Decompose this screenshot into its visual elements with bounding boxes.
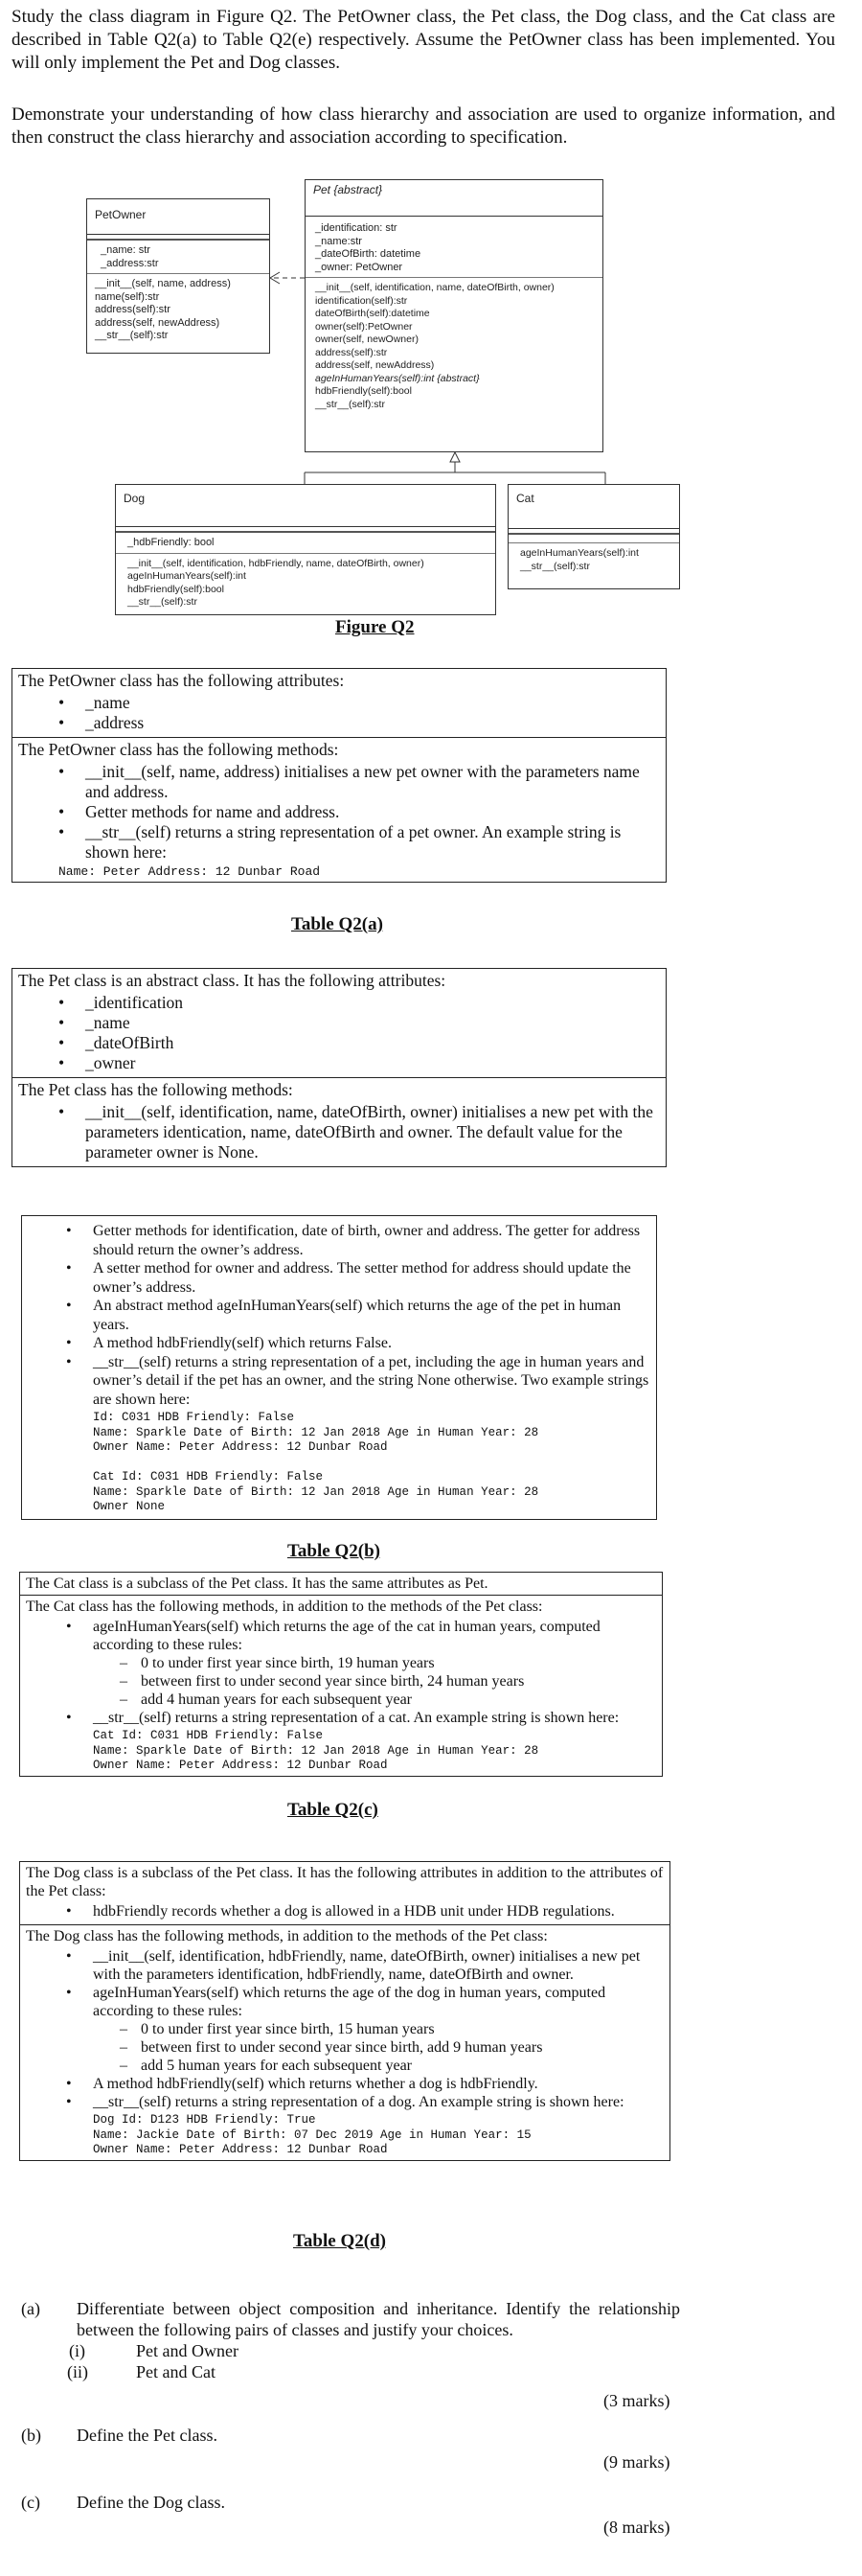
- list-item: • __init__(self, identification, hdbFriendly, name, dateOfBirth, owner) initialises a new pet with the parameters identification, hdbFriendly, name, dateOfBirth and owner.: [93, 1947, 664, 1984]
- list-item: [93, 1984, 664, 2075]
- dog-method: ageInHumanYears(self):int: [127, 570, 246, 582]
- cat-method: __str__(self):str: [520, 560, 590, 572]
- list-item: • An abstract method ageInHumanYears(self) which returns the age of the pet in human years.: [93, 1297, 650, 1334]
- table-q2a: [11, 668, 667, 883]
- table-q2b-attr-intro: The Pet class is an abstract class. It has the following attributes:: [18, 971, 446, 990]
- table-q2d-intro: The Dog class is a subclass of the Pet class. It has the following attributes in addition to the attributes of the Pet class:: [26, 1865, 664, 1899]
- table-q2d-meth-intro: The Dog class has the following methods, in addition to the methods of the Pet class:: [26, 1928, 548, 1944]
- pet-attr: _identification: str: [315, 222, 397, 234]
- pet-method: identification(self):str: [315, 294, 408, 307]
- pet-attributes: [306, 217, 602, 278]
- table-q2b-methods: [12, 1078, 666, 1166]
- list-item: • __init__(self, identification, name, dateOfBirth, owner) initialises a new pet with the parameters identication, name, dateOfBirth and owner. The default value for the parameter owner is None.: [85, 1102, 660, 1162]
- petowner-attr: _name: str: [101, 244, 150, 256]
- question-a-text: Differentiate between object composition and inheritance. Identify the relationship between the following pairs of classes and justify your choices.: [77, 2299, 680, 2339]
- petowner-attr: _address:str: [101, 257, 159, 269]
- table-q2b-caption: Table Q2(b): [287, 1541, 380, 1561]
- list-item: • A method hdbFriendly(self) which returns False.: [93, 1334, 650, 1353]
- question-b-label: (b): [21, 2426, 41, 2445]
- list-item: • A setter method for owner and address. The setter method for address should update the owner’s address.: [93, 1259, 650, 1297]
- method-text: ageInHumanYears(self) which returns the age of the cat in human years, computed according to these rules:: [93, 1619, 601, 1653]
- dog-class-name: Dog: [116, 485, 495, 527]
- pet-attr: _owner: PetOwner: [315, 261, 403, 273]
- cat-class-name: Cat: [509, 485, 679, 529]
- list-item: • Getter methods for name and address.: [85, 802, 660, 822]
- list-item: • __str__(self) returns a string representation of a cat. An example string is shown here:: [93, 1709, 656, 1727]
- list-item: [93, 1618, 656, 1709]
- question-a-label: (a): [21, 2299, 40, 2318]
- pet-method: dateOfBirth(self):datetime: [315, 308, 430, 319]
- table-q2a-meth-intro: The PetOwner class has the following methods:: [18, 740, 339, 759]
- petowner-methods: [87, 274, 269, 346]
- table-q2a-caption: Table Q2(a): [291, 914, 383, 934]
- list-item: • __str__(self) returns a string representation of a dog. An example string is shown here:: [93, 2093, 664, 2111]
- dog-class-box: [115, 484, 496, 615]
- table-q2a-attr-intro: The PetOwner class has the following attributes:: [18, 671, 345, 690]
- intro-paragraph-2: Demonstrate your understanding of how class hierarchy and association are used to organize information, and then construct the class hierarchy and association according to specification.: [11, 104, 835, 148]
- dog-attr: _hdbFriendly: bool: [127, 537, 215, 548]
- pet-method: address(self, newAddress): [315, 359, 435, 371]
- petowner-method: name(self):str: [95, 290, 160, 303]
- question-c-label: (c): [21, 2493, 40, 2512]
- pet-method: address(self):str: [315, 346, 388, 358]
- code-example: Name: Peter Address: 12 Dunbar Road: [58, 864, 321, 879]
- petowner-method: __str__(self):str: [95, 330, 169, 341]
- rule-item: – add 5 human years for each subsequent year: [141, 2057, 664, 2075]
- pet-attr: _dateOfBirth: datetime: [315, 248, 421, 260]
- question-a-sub1-label: (i): [69, 2341, 85, 2360]
- table-q2b-part2: [21, 1215, 657, 1520]
- figure-caption: Figure Q2: [335, 617, 415, 637]
- petowner-method: address(self):str: [95, 304, 170, 315]
- cat-methods: [509, 543, 679, 576]
- list-item: • A method hdbFriendly(self) which returns whether a dog is hdbFriendly.: [93, 2075, 664, 2093]
- rule-item: – 0 to under first year since birth, 19 human years: [141, 1654, 656, 1672]
- question-a-sub2: Pet and Cat: [136, 2362, 216, 2381]
- list-item: • __init__(self, name, address) initialises a new pet owner with the parameters name and address.: [85, 762, 660, 802]
- question-c-text: Define the Dog class.: [77, 2493, 225, 2512]
- code-example: Cat Id: C031 HDB Friendly: False Name: Sparkle Date of Birth: 12 Jan 2018 Age in Human Year: 28 Owner Name: Peter Address: 12 Dunbar Road: [93, 1729, 539, 1772]
- question-a-marks: (3 marks): [603, 2391, 670, 2410]
- inheritance-triangle: [450, 452, 460, 462]
- table-q2d-attributes: [20, 1862, 669, 1925]
- question-b-text: Define the Pet class.: [77, 2426, 217, 2445]
- rule-item: – between first to under second year since birth, add 9 human years: [141, 2038, 664, 2057]
- pet-class-box: [305, 179, 603, 452]
- pet-method: hdbFriendly(self):bool: [315, 385, 412, 397]
- rule-item: – between first to under second year since birth, 24 human years: [141, 1672, 656, 1690]
- petowner-method: address(self, newAddress): [95, 316, 220, 329]
- dog-attributes: [116, 531, 495, 554]
- rule-item: – add 4 human years for each subsequent year: [141, 1690, 656, 1709]
- list-item: • _name: [85, 1013, 660, 1033]
- dog-method: hdbFriendly(self):bool: [127, 583, 224, 595]
- dog-method: __init__(self, identification, hdbFriendly, name, dateOfBirth, owner): [127, 557, 424, 569]
- cat-attributes-empty: [509, 533, 679, 543]
- list-item: • _address: [85, 713, 660, 733]
- table-q2c-intro: The Cat class is a subclass of the Pet class. It has the same attributes as Pet.: [20, 1573, 662, 1596]
- table-q2a-methods: [12, 738, 666, 882]
- dog-method: __str__(self):str: [127, 596, 197, 608]
- pet-methods: [306, 278, 602, 414]
- question-c-marks: (8 marks): [603, 2518, 670, 2537]
- list-item: • __str__(self) returns a string representation of a pet owner. An example string is shown here:: [85, 822, 660, 862]
- petowner-class-box: [86, 198, 270, 354]
- list-item: • Getter methods for identification, date of birth, owner and address. The getter for address should return the owner’s address.: [93, 1222, 650, 1259]
- pet-method: __str__(self):str: [315, 398, 385, 410]
- table-q2d-caption: Table Q2(d): [293, 2231, 386, 2251]
- table-q2c: [19, 1572, 663, 1777]
- pet-method: owner(self):PetOwner: [315, 320, 413, 333]
- intro-paragraph-1: Study the class diagram in Figure Q2. The PetOwner class, the Pet class, the Dog class, and the Cat class are described in Table Q2(a) to Table Q2(e) respectively. Assume the PetOwner class has been implemented. You will only implement the Pet and Dog classes.: [11, 7, 835, 73]
- table-q2c-methods: [20, 1596, 662, 1776]
- question-a-sub1: Pet and Owner: [136, 2341, 238, 2360]
- list-item: • _owner: [85, 1053, 660, 1073]
- question-a-sub2-label: (ii): [67, 2362, 88, 2381]
- method-text: ageInHumanYears(self) which returns the age of the dog in human years, computed according to these rules:: [93, 1985, 606, 2019]
- pet-method-abstract: ageInHumanYears(self):int {abstract}: [315, 372, 480, 384]
- rule-item: – 0 to under first year since birth, 15 human years: [141, 2020, 664, 2038]
- petowner-class-name: PetOwner: [87, 199, 269, 235]
- petowner-attributes: [87, 239, 269, 274]
- table-q2b-part1: [11, 968, 667, 1167]
- pet-attr: _name:str: [315, 235, 362, 247]
- table-q2a-attributes: [12, 669, 666, 738]
- pet-method: owner(self, newOwner): [315, 334, 419, 345]
- table-q2b-attributes: [12, 969, 666, 1078]
- cat-class-box: [508, 484, 680, 589]
- code-example: Dog Id: D123 HDB Friendly: True Name: Jackie Date of Birth: 07 Dec 2019 Age in Human Year: 15 Owner Name: Peter Address: 12 Dunbar Road: [93, 2113, 532, 2156]
- list-item: • __str__(self) returns a string representation of a pet, including the age in human years and owner’s detail if the pet has an owner, and the string None otherwise. Two example strings are shown here:: [93, 1353, 650, 1410]
- list-item: • _identification: [85, 993, 660, 1013]
- code-example: Id: C031 HDB Friendly: False Name: Sparkle Date of Birth: 12 Jan 2018 Age in Human Year: 28 Owner Name: Peter Address: 12 Dunbar Road Cat Id: C031 HDB Friendly: False Name: Sparkle Date of Birth: 12 Jan 2018 Age in Human Year: 28 Owner None: [93, 1411, 539, 1513]
- table-q2d: [19, 1861, 670, 2161]
- pet-class-name: Pet {abstract}: [306, 180, 602, 217]
- table-q2d-methods: [20, 1925, 669, 2160]
- petowner-method: __init__(self, name, address): [95, 278, 231, 289]
- list-item: • _name: [85, 693, 660, 713]
- table-q2b-meth-intro: The Pet class has the following methods:: [18, 1080, 293, 1099]
- question-b-marks: (9 marks): [603, 2452, 670, 2472]
- table-q2c-meth-intro: The Cat class has the following methods, in addition to the methods of the Pet class:: [26, 1598, 543, 1615]
- list-item: • _dateOfBirth: [85, 1033, 660, 1053]
- table-q2c-caption: Table Q2(c): [287, 1800, 378, 1820]
- cat-method: ageInHumanYears(self):int: [520, 547, 639, 559]
- pet-method: __init__(self, identification, name, dateOfBirth, owner): [315, 282, 555, 293]
- dog-methods: [116, 554, 495, 612]
- list-item: • hdbFriendly records whether a dog is allowed in a HDB unit under HDB regulations.: [93, 1902, 664, 1920]
